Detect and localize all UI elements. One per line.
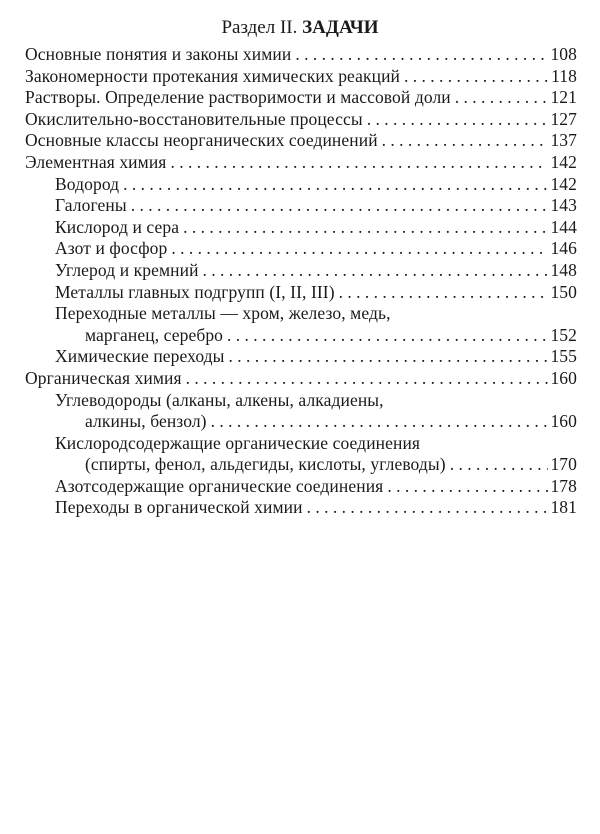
dot-leader (450, 454, 549, 476)
dot-leader (229, 346, 549, 368)
toc-entry-page: 137 (550, 130, 577, 151)
dot-leader (171, 238, 548, 260)
toc-entry-label: Основные классы неорганических соединений (25, 130, 378, 151)
toc-subentry[interactable] (25, 174, 577, 196)
toc-entry-page: 142 (550, 151, 577, 172)
toc-subentry[interactable] (25, 238, 577, 260)
toc-entry[interactable] (25, 87, 577, 109)
toc-entry-label-line1: Переходные металлы — хром, железо, медь, (55, 303, 391, 324)
toc-entry-label: Азот и фосфор (55, 238, 168, 259)
toc-entry[interactable] (25, 44, 577, 66)
toc-entry-label: Органическая химия (25, 367, 182, 388)
toc-entry-page: 146 (550, 238, 577, 259)
dot-leader (387, 476, 548, 498)
dot-leader (367, 109, 549, 131)
toc-entry-label: Галогены (55, 195, 127, 216)
section-name: ЗАДАЧИ (302, 17, 379, 38)
toc-entry-label-line1: Кислородсодержащие органические соединения (55, 432, 421, 453)
toc-entry-label: Металлы главных подгрупп (I, II, III) (55, 281, 335, 302)
toc-entry[interactable] (25, 66, 577, 88)
toc-entry-label: Окислительно-восстановительные процессы (25, 108, 363, 129)
dot-leader (123, 174, 548, 196)
dot-leader (382, 130, 549, 152)
toc-entry-page: 144 (550, 216, 577, 237)
dot-leader (183, 217, 548, 239)
toc-entry-page: 108 (550, 44, 577, 64)
toc-subentry[interactable] (25, 497, 577, 519)
toc-subentry[interactable] (25, 433, 577, 476)
toc-entry-page: 127 (550, 108, 577, 129)
toc-entry[interactable] (25, 368, 577, 390)
section-number: Раздел II. (221, 17, 298, 38)
dot-leader (455, 87, 549, 109)
dot-leader (227, 325, 548, 347)
toc-subentry[interactable] (25, 217, 577, 239)
toc-entry-label: Водород (55, 173, 120, 194)
toc-entry-label: Углерод и кремний (55, 259, 199, 280)
toc-entry-label: Химические переходы (55, 346, 225, 367)
toc-entry-page: 121 (550, 87, 577, 108)
toc-subentry[interactable] (25, 390, 577, 433)
toc-entry-page: 148 (550, 259, 577, 280)
toc-entry-label: Элементная химия (25, 151, 167, 172)
table-of-contents (25, 44, 577, 519)
dot-leader (203, 260, 549, 282)
toc-entry-label: Закономерности протекания химических реакций (25, 65, 401, 86)
toc-entry[interactable] (25, 109, 577, 131)
toc-subentry[interactable] (25, 303, 577, 346)
toc-entry-label-line1: Углеводороды (алканы, алкены, алкадиены, (55, 389, 384, 410)
dot-leader (307, 497, 549, 519)
toc-entry-label: Азотсодержащие органические соединения (55, 475, 384, 496)
toc-entry-label: Основные понятия и законы химии (25, 44, 292, 64)
toc-subentry[interactable] (25, 282, 577, 304)
toc-entry[interactable] (25, 152, 577, 174)
toc-entry-label: алкины, бензол) (85, 411, 207, 432)
dot-leader (186, 368, 549, 390)
toc-subentry[interactable] (25, 195, 577, 217)
toc-entry-page: 155 (550, 346, 577, 367)
toc-entry-label: Переходы в органической химии (55, 497, 303, 518)
toc-subentry[interactable] (25, 346, 577, 368)
toc-subentry[interactable] (25, 260, 577, 282)
toc-entry[interactable] (25, 130, 577, 152)
toc-entry-page: 150 (550, 281, 577, 302)
dot-leader (339, 282, 549, 304)
toc-entry-page: 143 (550, 195, 577, 216)
toc-entry-page: 181 (550, 497, 577, 518)
toc-entry-page: 118 (551, 65, 577, 86)
toc-entry-label: Кислород и сера (55, 216, 180, 237)
toc-subentry[interactable] (25, 476, 577, 498)
section-title (0, 16, 600, 40)
toc-entry-label: марганец, серебро (85, 324, 224, 345)
dot-leader (295, 44, 548, 66)
dot-leader (211, 411, 549, 433)
dot-leader (170, 152, 548, 174)
toc-entry-label: Растворы. Определение растворимости и массовой доли (25, 87, 451, 108)
toc-entry-page: 160 (550, 367, 577, 388)
dot-leader (131, 195, 549, 217)
dot-leader (404, 66, 549, 88)
toc-entry-page: 160 (550, 411, 577, 432)
toc-entry-label: (спирты, фенол, альдегиды, кислоты, углеводы) (85, 454, 446, 475)
toc-entry-page: 152 (550, 324, 577, 345)
toc-entry-page: 170 (550, 454, 577, 475)
toc-entry-page: 142 (550, 173, 577, 194)
toc-entry-page: 178 (550, 475, 577, 496)
